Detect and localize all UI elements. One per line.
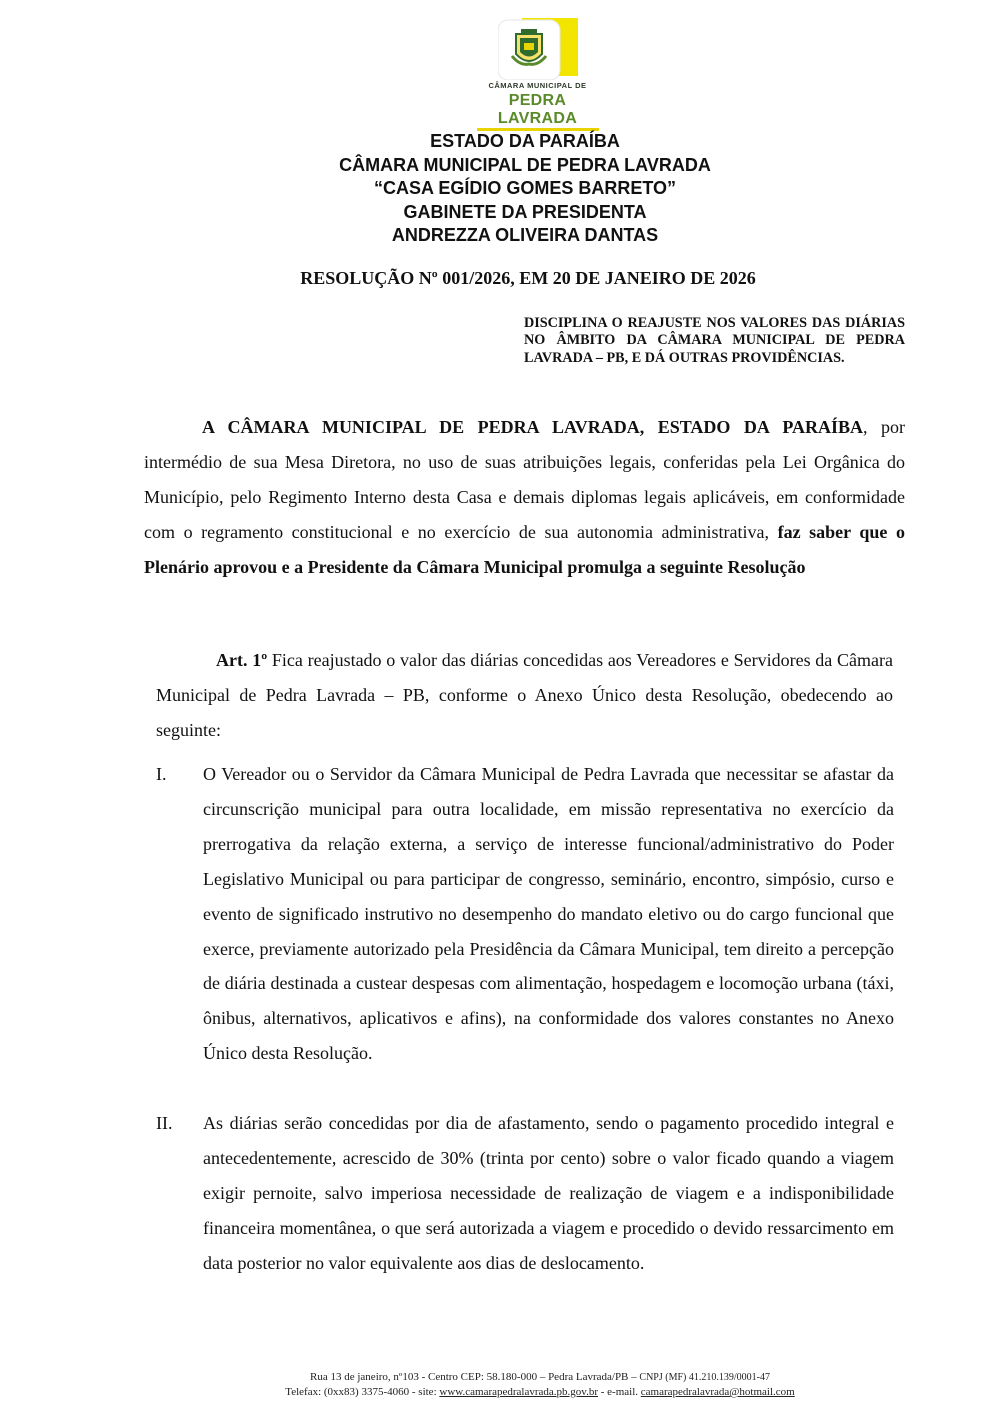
item-text: As diárias serão concedidas por dia de afastamento, sendo o pagamento procedido integral e antecedentemente, acrescido de 30% (trinta por cento) sobre o valor ficado quando a viagem exigir pernoite, salvo imperiosa necessidade de realização de viagem e a indisponibilidade financeira momentânea, o que será autorizada a viagem e procedido o devido ressarcimento em data posterior no valor equivalente aos dias de deslocamento.	[203, 1113, 894, 1273]
footer-address: Rua 13 de janeiro, nº103 - Centro CEP: 58.180-000 – Pedra Lavrada/PB –	[310, 1371, 640, 1383]
footer-email-label: - e-mail.	[597, 1386, 641, 1398]
intro-body: , por intermédio de sua Mesa Diretora, no uso de suas atribuições legais, conferidas pela Lei Orgânica do Município, pelo Regimento Interno desta Casa e demais diplomas legais aplicáveis, em conformidade com o regramento constitucional e no exercício de sua autonomia administrativa,	[144, 417, 905, 542]
header-state: ESTADO DA PARAÍBA	[430, 131, 620, 151]
logo	[470, 18, 605, 127]
footer-contact-line	[150, 1385, 930, 1400]
header-president: ANDREZZA OLIVEIRA DANTAS	[391, 225, 659, 245]
header-office: GABINETE DA PRESIDENTA	[403, 201, 647, 222]
item-numeral: I.	[156, 764, 167, 784]
coat-of-arms-icon	[498, 18, 578, 80]
ementa: DISCIPLINA O REAJUSTE NOS VALORES DAS DIÁRIAS NO ÂMBITO DA CÂMARA MUNICIPAL DE PEDRA LAVRADA – PB, E DÁ OUTRAS PROVIDÊNCIAS.	[524, 315, 905, 366]
footer-cnpj: CNPJ (MF) 41.210.139/0001-47	[639, 1372, 770, 1383]
footer-email-link[interactable]: camarapedralavrada@hotmail.com	[640, 1386, 795, 1398]
logo-caption-main-text: PEDRA LAVRADA	[497, 92, 578, 127]
footer-site-link[interactable]: www.camarapedralavrada.pb.gov.br	[439, 1386, 598, 1398]
article-1-text: Fica reajustado o valor das diárias concedidas aos Vereadores e Servidores da Câmara Municipal de Pedra Lavrada – PB, conforme o Anexo Único desta Resolução, obedecendo ao seguinte:	[156, 650, 893, 740]
logo-caption-top: CÂMARA MUNICIPAL DE	[488, 81, 587, 90]
intro-bold-lead: A CÂMARA MUNICIPAL DE PEDRA LAVRADA, ESTADO DA PARAÍBA	[202, 417, 864, 437]
logo-caption-main	[470, 92, 605, 131]
item-numeral: II.	[156, 1113, 173, 1133]
footer-phone: Telefax: (0xx83) 3375-4060 - site:	[285, 1386, 440, 1398]
footer-address-line	[150, 1370, 930, 1385]
item-text: O Vereador ou o Servidor da Câmara Municipal de Pedra Lavrada que necessitar se afastar da circunscrição municipal para outra localidade, em missão representativa no exercício da prerrogativa da relação externa, a serviço de interesse funcional/administrativo do Poder Legislativo Municipal ou para participar de congresso, seminário, encontro, simpósio, curso e evento de significado instrutivo no desempenho do mandato eletivo ou do cargo funcional que exerce, previamente autorizado pela Presidência da Câmara Municipal, tem direito a percepção de diária destinada a custear despesas com alimentação, hospedagem e locomoção urbana (táxi, ônibus, alternativos, aplicativos e afins), na conformidade dos valores constantes no Anexo Único desta Resolução.	[203, 764, 894, 1064]
footer	[150, 1370, 930, 1400]
intro-bold-tail: faz saber que o Plenário aprovou e a Presidente da Câmara Municipal promulga a seguinte Resolução	[144, 521, 905, 577]
article-1	[156, 643, 893, 748]
document-header	[0, 130, 1000, 248]
intro-paragraph	[144, 410, 905, 585]
header-house-name: “CASA EGÍDIO GOMES BARRETO”	[373, 178, 677, 198]
resolution-title: RESOLUÇÃO Nº 001/2026, EM 20 DE JANEIRO DE 2026	[300, 268, 756, 288]
article-1-label: Art. 1º	[216, 650, 268, 670]
header-chamber: CÂMARA MUNICIPAL DE PEDRA LAVRADA	[339, 154, 711, 175]
